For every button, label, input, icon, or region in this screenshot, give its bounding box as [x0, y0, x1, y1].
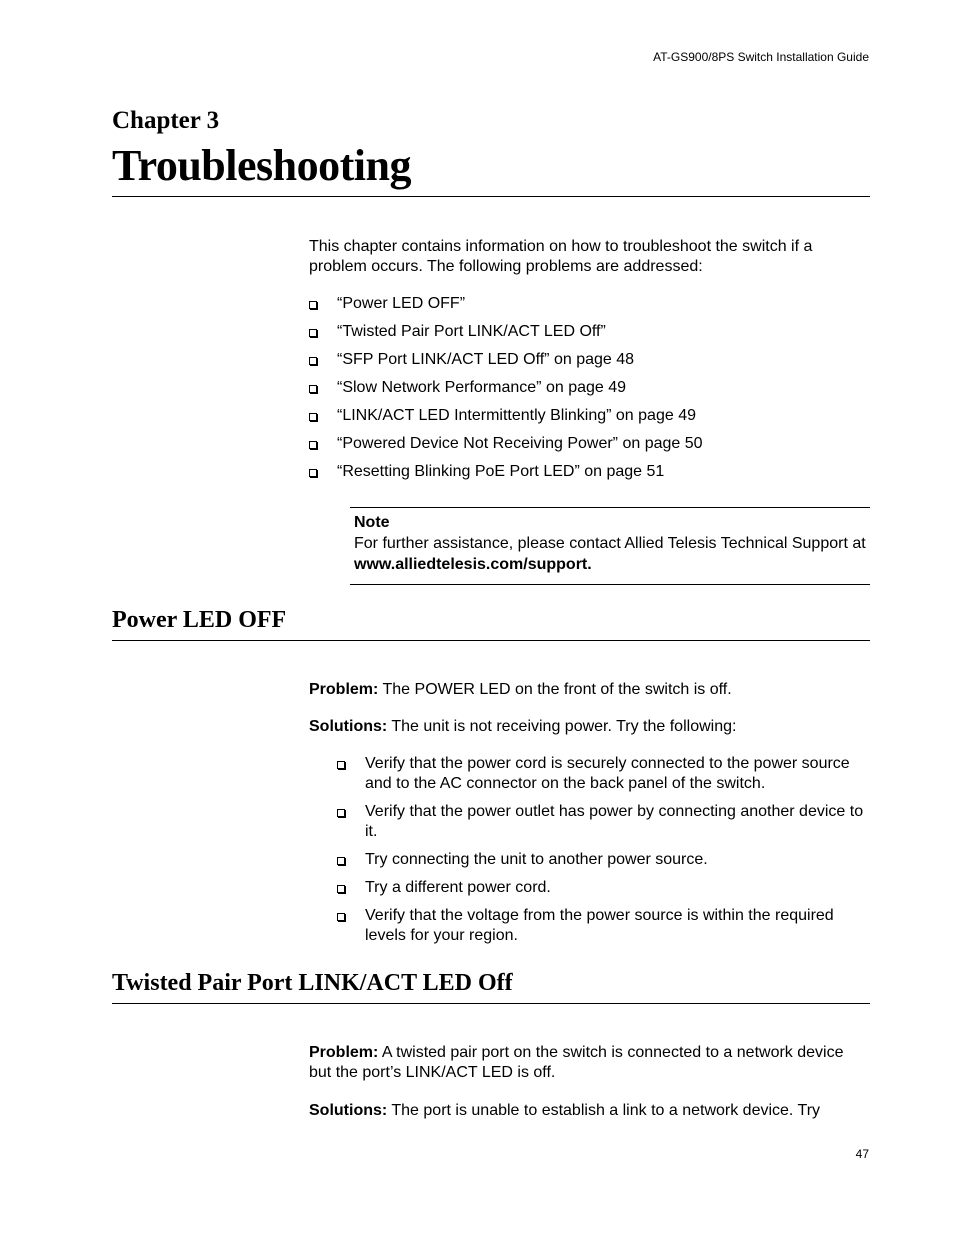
section-rule — [112, 1003, 870, 1004]
solutions-label: Solutions: — [309, 718, 388, 735]
solutions-label: Solutions: — [309, 1102, 388, 1119]
list-item — [309, 350, 869, 378]
list-item — [336, 906, 870, 946]
problem-paragraph — [309, 680, 869, 700]
checkbox-bullet-icon — [337, 761, 345, 769]
list-item-text: Verify that the power outlet has power by connecting another device to it. — [365, 803, 864, 840]
list-item-text: “Slow Network Performance” on page 49 — [337, 379, 627, 396]
checkbox-bullet-icon — [337, 809, 345, 817]
list-item-text: “Power LED OFF” — [337, 295, 466, 312]
checkbox-bullet-icon — [309, 301, 317, 309]
solutions-text: The port is unable to establish a link to a network device. Try — [387, 1102, 821, 1119]
solutions-paragraph — [309, 1101, 869, 1121]
list-item-text: Try a different power cord. — [365, 879, 551, 896]
problem-paragraph — [309, 1043, 869, 1083]
list-item — [336, 754, 870, 794]
problem-text: A twisted pair port on the switch is connected to a network device but the port’s LINK/ACT LED is off. — [309, 1044, 844, 1081]
list-item — [309, 294, 869, 322]
note-text — [354, 533, 866, 575]
checkbox-bullet-icon — [309, 413, 317, 421]
solutions-paragraph — [309, 717, 869, 737]
intro-topic-list — [309, 294, 869, 490]
checkbox-bullet-icon — [309, 329, 317, 337]
chapter-label: Chapter 3 — [112, 107, 220, 134]
list-item-text: “SFP Port LINK/ACT LED Off” on page 48 — [337, 351, 635, 368]
note-box — [350, 507, 870, 585]
list-item-text: Try connecting the unit to another power source. — [365, 851, 708, 868]
chapter-title: Troubleshooting — [112, 141, 411, 190]
list-item-text: “Powered Device Not Receiving Power” on page 50 — [337, 435, 703, 452]
list-item — [336, 802, 870, 842]
list-item — [336, 850, 870, 870]
list-item-text: Verify that the voltage from the power source is within the required levels for your region. — [365, 907, 834, 944]
note-bottom-rule — [350, 584, 870, 585]
checkbox-bullet-icon — [337, 913, 345, 921]
note-title: Note — [354, 514, 390, 531]
list-item-text: “LINK/ACT LED Intermittently Blinking” on page 49 — [337, 407, 696, 424]
checkbox-bullet-icon — [337, 857, 345, 865]
list-item — [336, 878, 870, 898]
running-header: AT-GS900/8PS Switch Installation Guide — [653, 50, 869, 64]
list-item — [309, 434, 869, 462]
page-number: 47 — [855, 1147, 869, 1161]
solutions-text: The unit is not receiving power. Try the following: — [387, 718, 737, 735]
checkbox-bullet-icon — [337, 885, 345, 893]
checkbox-bullet-icon — [309, 441, 317, 449]
section-rule — [112, 640, 870, 641]
chapter-title-rule — [112, 196, 870, 197]
list-item-text: “Resetting Blinking PoE Port LED” on page 51 — [337, 463, 665, 480]
checkbox-bullet-icon — [309, 385, 317, 393]
list-item — [309, 462, 869, 490]
list-item-text: Verify that the power cord is securely connected to the power source and to the AC connector on the back panel of the switch. — [365, 755, 850, 792]
problem-label: Problem: — [309, 681, 379, 698]
problem-label: Problem: — [309, 1044, 379, 1061]
solutions-list — [336, 754, 870, 954]
list-item — [309, 378, 869, 406]
list-item — [309, 322, 869, 350]
problem-text: The POWER LED on the front of the switch is off. — [378, 681, 732, 698]
checkbox-bullet-icon — [309, 357, 317, 365]
intro-paragraph: This chapter contains information on how to troubleshoot the switch if a problem occurs. The following problems are addressed: — [309, 238, 813, 275]
list-item — [309, 406, 869, 434]
list-item-text: “Twisted Pair Port LINK/ACT LED Off” — [337, 323, 606, 340]
support-link[interactable]: www.alliedtelesis.com/support. — [354, 556, 592, 573]
section-title-twisted-pair: Twisted Pair Port LINK/ACT LED Off — [112, 970, 513, 996]
checkbox-bullet-icon — [309, 469, 317, 477]
section-title-power-led-off: Power LED OFF — [112, 607, 287, 633]
note-body: For further assistance, please contact Allied Telesis Technical Support at — [354, 535, 866, 552]
